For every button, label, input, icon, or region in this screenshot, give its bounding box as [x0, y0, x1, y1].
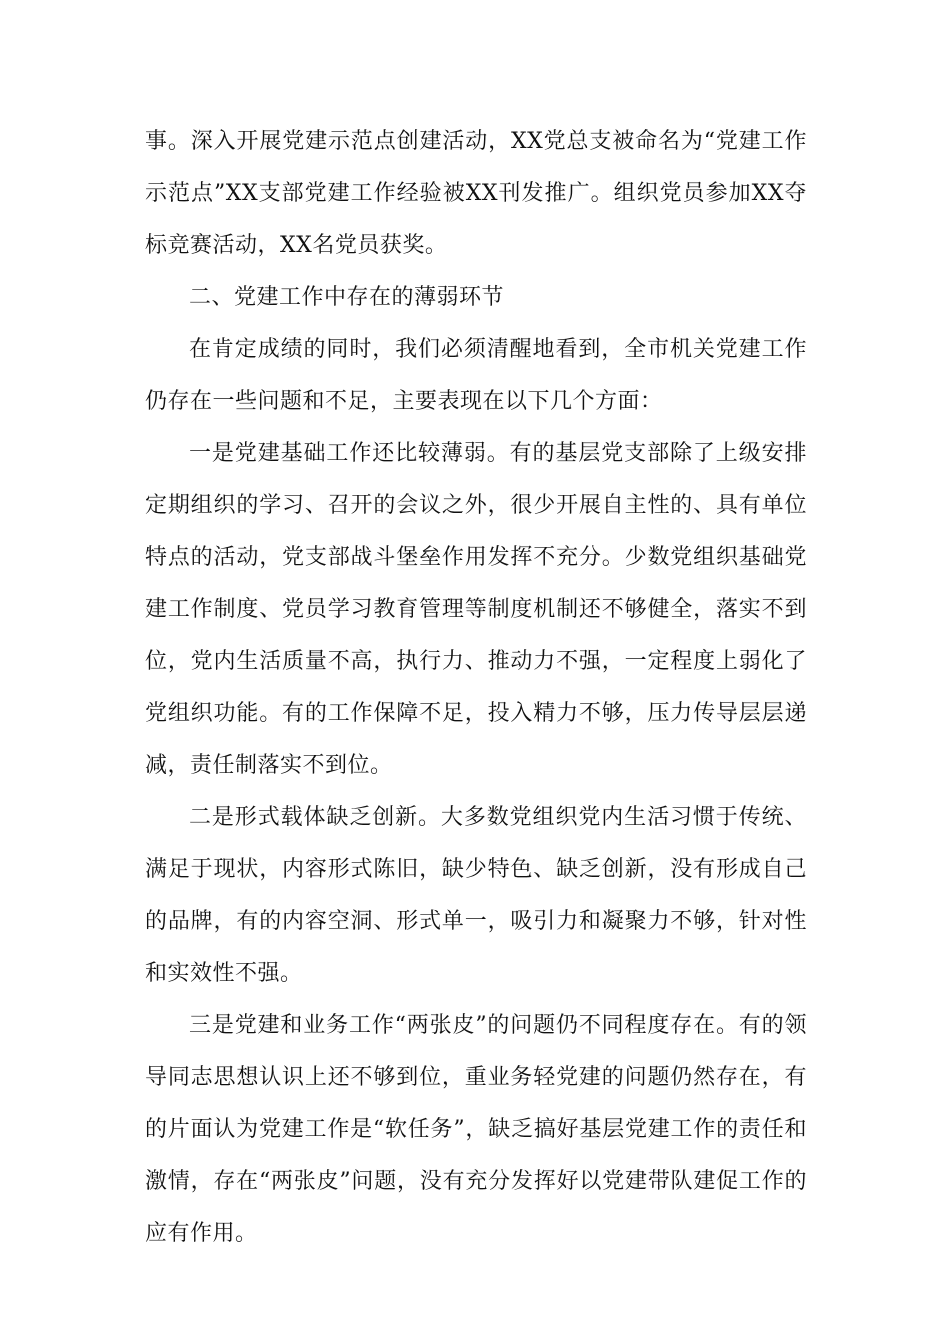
document-body	[145, 116, 807, 1260]
paragraph-continuation: 事。深入开展党建示范点创建活动，XX党总支被命名为“党建工作示范点”XX支部党建工作经验被XX刊发推广。组织党员参加XX夺标竞赛活动，XX名党员获奖。	[145, 129, 807, 258]
paragraph-point-three: 三是党建和业务工作“两张皮”的问题仍不同程度存在。有的领导同志思想认识上还不够到位，重业务轻党建的问题仍然存在，有的片面认为党建工作是“软任务”，缺乏搞好基层党建工作的责任和激情，存在“两张皮”问题，没有充分发挥好以党建带队建促工作的应有作用。	[145, 1013, 807, 1246]
paragraph-point-two: 二是形式载体缺乏创新。大多数党组织党内生活习惯于传统、满足于现状，内容形式陈旧，缺少特色、缺乏创新，没有形成自己的品牌，有的内容空洞、形式单一，吸引力和凝聚力不够，针对性和实效性不强。	[145, 805, 807, 986]
paragraph-point-one: 一是党建基础工作还比较薄弱。有的基层党支部除了上级安排定期组织的学习、召开的会议之外，很少开展自主性的、具有单位特点的活动，党支部战斗堡垒作用发挥不充分。少数党组织基础党建工作制度、党员学习教育管理等制度机制还不够健全，落实不到位，党内生活质量不高，执行力、推动力不强，一定程度上弱化了党组织功能。有的工作保障不足，投入精力不够，压力传导层层递减，责任制落实不到位。	[145, 441, 807, 778]
section-heading: 二、党建工作中存在的薄弱环节	[189, 285, 505, 310]
paragraph-intro: 在肯定成绩的同时，我们必须清醒地看到，全市机关党建工作仍存在一些问题和不足，主要表现在以下几个方面：	[145, 337, 807, 414]
